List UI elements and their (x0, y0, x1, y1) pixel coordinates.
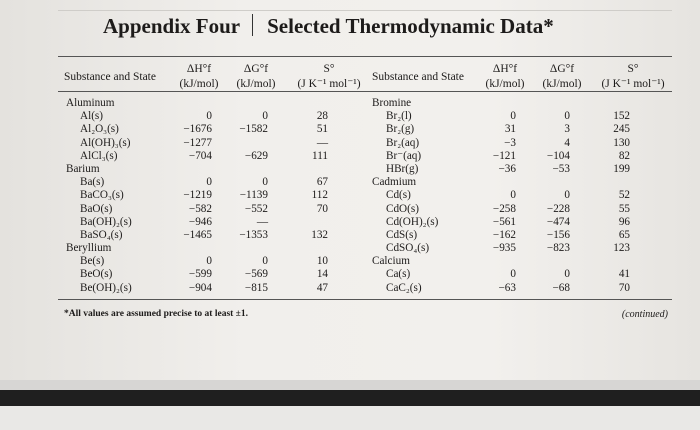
header-dh-right (484, 62, 526, 92)
dh-value (476, 255, 516, 268)
dh-value: −704 (188, 149, 212, 162)
dg-value: 0 (262, 110, 268, 123)
s-value: 10 (316, 255, 328, 268)
s-value (296, 242, 328, 255)
substance-name: BaCO₃(s) (80, 189, 124, 202)
dh-unit: (kJ/mol) (179, 78, 219, 90)
page-title (103, 14, 554, 39)
dg-value (530, 176, 570, 189)
element-group-heading: Aluminum (66, 97, 115, 109)
s-value: 123 (613, 242, 630, 255)
dg-value (224, 97, 268, 110)
appendix-label: Appendix Four (103, 14, 241, 38)
dg-symbol: ΔG°f (243, 63, 269, 75)
s-value: 14 (316, 268, 328, 281)
dg-value: −104 (546, 149, 570, 162)
substance-name: BeO(s) (80, 268, 113, 281)
s-value: 70 (618, 281, 630, 294)
s-value: 41 (618, 268, 630, 281)
appendix-subtitle: Selected Thermodynamic Data* (267, 14, 554, 38)
s-value: 52 (618, 189, 630, 202)
dh-value: −121 (492, 149, 516, 162)
substance-name: BaO(s) (80, 202, 113, 215)
dg-value (530, 97, 570, 110)
dg-value: 0 (564, 268, 570, 281)
s-value: 111 (312, 149, 328, 162)
dg-value: 0 (262, 255, 268, 268)
substance-name: Be(s) (80, 255, 105, 268)
footnote: *All values are assumed precise to at least ±1. (64, 309, 249, 319)
s-value: 130 (613, 136, 630, 149)
s-value: 199 (613, 162, 630, 175)
dh-value: −162 (492, 228, 516, 241)
dh-value: −63 (498, 281, 516, 294)
element-group-heading: Barium (66, 162, 100, 175)
substance-name: Ca(s) (386, 268, 411, 281)
s-value: 65 (618, 228, 630, 241)
dg-value (224, 242, 268, 255)
left-dg-column (224, 97, 268, 295)
s-value: 70 (316, 202, 328, 215)
element-group-heading: Calcium (372, 255, 410, 268)
dg-value: −53 (552, 162, 570, 175)
dh-value: −561 (492, 215, 516, 228)
substance-name: Br⁻(aq) (386, 149, 422, 162)
dh-value: 0 (206, 255, 212, 268)
table-bottom-rule (58, 299, 672, 300)
substance-name: Ba(s) (80, 176, 105, 189)
substance-name: AlCl₃(s) (80, 149, 118, 162)
left-substance-column (66, 97, 176, 295)
substance-name: Al(s) (80, 110, 103, 123)
element-group-heading: Beryllium (66, 242, 112, 255)
right-dg-column (530, 97, 570, 295)
dh-value (476, 176, 516, 189)
dh-value: −904 (188, 281, 212, 294)
s-symbol: S° (323, 63, 335, 75)
s-value: 112 (311, 189, 328, 202)
left-dh-column (170, 97, 212, 295)
right-s-column (600, 97, 630, 295)
dark-bar (0, 390, 700, 406)
s-value: 96 (618, 215, 630, 228)
substance-name: Br₂(g) (386, 123, 415, 136)
dh-value: −1465 (183, 228, 212, 241)
dg-value: 4 (564, 136, 570, 149)
dh-value: 0 (510, 189, 516, 202)
s-value: 55 (618, 202, 630, 215)
dg-value: −552 (244, 202, 268, 215)
right-dh-column (476, 97, 516, 295)
dg-value: −1353 (239, 228, 268, 241)
dh-symbol: ΔH°f (186, 63, 212, 75)
s-value: 245 (613, 123, 630, 136)
substance-name: BaSO₄(s) (80, 228, 123, 241)
dh-value: −935 (492, 242, 516, 255)
dg-value: −569 (244, 268, 268, 281)
substance-name: CdO(s) (386, 202, 419, 215)
dg-value (224, 137, 268, 150)
s-value (296, 97, 328, 110)
dh-value (170, 163, 212, 176)
dg-unit: (kJ/mol) (542, 78, 582, 90)
header-dh-left (178, 62, 220, 92)
left-s-column (296, 97, 328, 295)
substance-name: CaC₂(s) (386, 281, 422, 294)
header-substance-left: Substance and State (64, 71, 156, 83)
top-divider (58, 10, 672, 11)
continued-label: (continued) (621, 309, 668, 320)
substance-name: Be(OH)₂(s) (80, 281, 132, 294)
dh-value: −36 (498, 162, 516, 175)
dg-value: −228 (546, 202, 570, 215)
s-unit: (J K⁻¹ mol⁻¹) (601, 78, 665, 90)
dh-unit: (kJ/mol) (485, 78, 525, 90)
dg-value: −823 (546, 242, 570, 255)
dh-value: 0 (206, 110, 212, 123)
dh-value: −1219 (183, 189, 212, 202)
dg-value: 0 (564, 110, 570, 123)
s-unit: (J K⁻¹ mol⁻¹) (297, 78, 361, 90)
dh-value: −1277 (183, 136, 212, 149)
dh-value: −3 (504, 136, 516, 149)
header-substance-right: Substance and State (372, 71, 464, 83)
s-value (296, 163, 328, 176)
header-dg-left (234, 62, 278, 92)
dg-unit: (kJ/mol) (236, 78, 276, 90)
s-value: 132 (311, 228, 328, 241)
s-value: 152 (613, 110, 630, 123)
dg-value (224, 163, 268, 176)
s-value (600, 176, 630, 189)
s-value: — (316, 136, 328, 149)
dh-value: 0 (510, 110, 516, 123)
dg-value: −68 (552, 281, 570, 294)
dh-value: −599 (188, 268, 212, 281)
s-value: 51 (316, 123, 328, 136)
substance-name: Al(OH)₃(s) (80, 136, 131, 149)
dg-value (530, 255, 570, 268)
dg-value: — (256, 215, 268, 228)
dg-value: −474 (546, 215, 570, 228)
background-strip (0, 380, 700, 390)
s-value: 47 (316, 281, 328, 294)
dg-value: −156 (546, 228, 570, 241)
dh-value: −582 (188, 202, 212, 215)
substance-name: Cd(s) (386, 189, 411, 202)
dg-symbol: ΔG°f (549, 63, 575, 75)
dh-value: −258 (492, 202, 516, 215)
dg-value: 0 (262, 176, 268, 189)
bottom-strip (0, 406, 700, 430)
s-symbol: S° (627, 63, 639, 75)
dg-value: 0 (564, 189, 570, 202)
header-dg-right (540, 62, 584, 92)
dh-value: 0 (206, 176, 212, 189)
s-value: 28 (316, 110, 328, 123)
dg-value: −1139 (239, 189, 268, 202)
substance-name: Br₂(aq) (386, 136, 420, 149)
element-group-heading: Bromine (372, 97, 412, 109)
substance-name: Al₂O₃(s) (80, 123, 119, 136)
s-value: 67 (316, 176, 328, 189)
dh-value: −946 (188, 215, 212, 228)
dg-value: −1582 (239, 123, 268, 136)
title-separator (252, 14, 253, 36)
dh-value (170, 242, 212, 255)
substance-name: Ba(OH)₂(s) (80, 215, 132, 228)
substance-name: CdSO₄(s) (386, 242, 430, 255)
dg-value: −815 (244, 281, 268, 294)
dg-value: 3 (564, 123, 570, 136)
substance-name: Br₂(l) (386, 110, 412, 123)
header-top-rule (58, 56, 672, 57)
header-bottom-rule (58, 91, 672, 92)
dg-value: −629 (244, 149, 268, 162)
s-value (296, 216, 328, 229)
element-group-heading: Cadmium (372, 176, 417, 189)
substance-name: CdS(s) (386, 228, 418, 241)
right-substance-column (372, 97, 482, 295)
s-value (600, 255, 630, 268)
s-value: 82 (618, 149, 630, 162)
header-s-right (596, 62, 670, 92)
dh-value: 31 (504, 123, 516, 136)
substance-name: HBr(g) (386, 162, 419, 175)
dh-value: −1676 (183, 123, 212, 136)
substance-name: Cd(OH)₂(s) (386, 215, 439, 228)
header-s-left (292, 62, 366, 92)
dh-symbol: ΔH°f (492, 63, 518, 75)
dh-value (476, 97, 516, 110)
dh-value: 0 (510, 268, 516, 281)
s-value (600, 97, 630, 110)
dh-value (170, 97, 212, 110)
